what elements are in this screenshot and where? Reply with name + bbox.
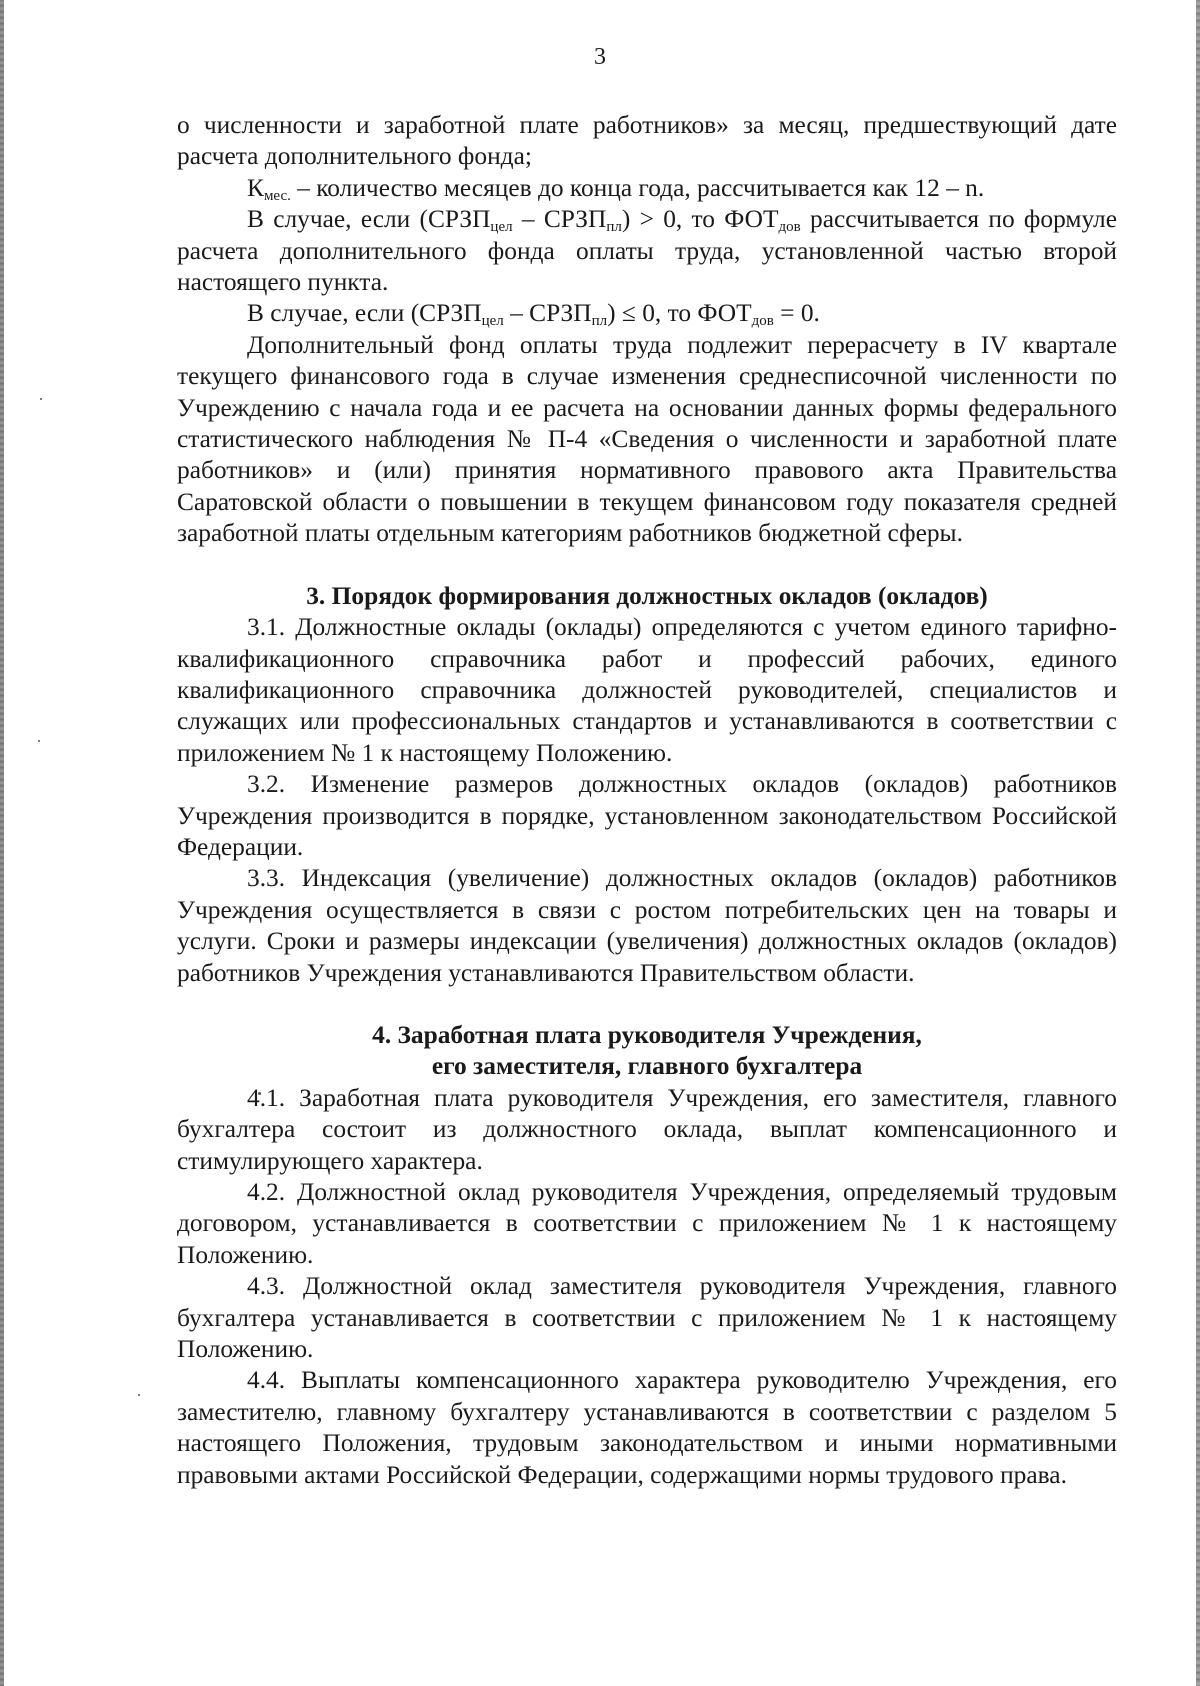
paragraph-recalculation: Дополнительный фонд оплаты труда подлежит перерасчету в IV квартале текущего финансового года в случае изменения среднесписочной численности по Учреждению с начала года и ее расчета на основании данных формы федерального статистического наблюдения № П-4 «Сведения о численности и заработной плате работников» и (или) принятия нормативного правового акта Правительства Саратовской области о повышении в текущем финансовом году показателя средней заработной платы отдельным категориям работников бюджетной сферы.	[177, 330, 1117, 548]
paragraph-4-2: 4.2. Должностной оклад руководителя Учреждения, определяемый трудовым договором, устанавливается в соответствии с приложением № 1 к настоящему Положению.	[177, 1178, 1117, 1269]
page-number: 3	[594, 44, 606, 70]
paragraph-3-3: 3.3. Индексация (увеличение) должностных окладов (окладов) работников Учреждения осуществляется в связи с ростом потребительских цен на товары и услуги. Сроки и размеры индексации (увеличения) должностных окладов (окладов) работников Учреждения устанавливаются Правительством области.	[177, 864, 1117, 987]
scan-speck	[138, 1394, 140, 1396]
paragraph-4-1: 4.1. Заработная плата руководителя Учреждения, его заместителя, главного бухгалтера состоит из должностного оклада, выплат компенсационного и стимулирующего характера.	[177, 1083, 1117, 1175]
paragraph-continuation: о численности и заработной плате работников» за месяц, предшествующий дате расчета дополнительного фонда;	[177, 111, 1117, 171]
section-3-heading: 3. Порядок формирования должностных окладов (окладов)	[306, 581, 988, 610]
paragraph-condition-positive: В случае, если ($СРЗП_{цел}$ – $СРЗП_{пл}) > 0$, то $ФОТ_{дов}$ рассчитывается по формуле расчета дополнительного фонда оплаты труда, установленной частью второй настоящего пункта.	[177, 205, 1117, 297]
paragraph-3-1: 3.1. Должностные оклады (оклады) определяются с учетом единого тарифно-квалификационного справочника работ и профессий рабочих, единого квалификационного справочника должностей руководителей, специалистов и служащих или профессиональных стандартов и устанавливаются в соответствии с приложением № 1 к настоящему Положению.	[177, 613, 1117, 767]
paragraph-4-3: 4.3. Должностной оклад заместителя руководителя Учреждения, главного бухгалтера устанавливается в соответствии с приложением № 1 к настоящему Положению.	[177, 1272, 1117, 1364]
section-4-heading-line-2: его заместителя, главного бухгалтера	[431, 1052, 863, 1081]
paragraph-4-4: 4.4. Выплаты компенсационного характера руководителю Учреждения, его заместителю, главному бухгалтеру устанавливаются в соответствии с разделом 5 настоящего Положения, трудовым законодательством и иными нормативными правовыми актами Российской Федерации, содержащими нормы трудового права.	[177, 1366, 1117, 1489]
scan-speck	[40, 398, 42, 400]
paragraph-condition-nonpositive: В случае, если ($СРЗП_{цел}$ – $СРЗП_{пл}) \le 0$, то $ФОТ_{дов} = 0$.	[247, 299, 820, 330]
document-body	[177, 110, 1117, 1491]
paragraph-k-months: $К_{мес.}$ – количество месяцев до конца года, рассчитывается как 12 – n.	[247, 173, 985, 204]
section-4-heading-line-1: 4. Заработная плата руководителя Учреждения,	[372, 1020, 922, 1049]
scan-speck	[38, 740, 40, 742]
paragraph-3-2: 3.2. Изменение размеров должностных окладов (окладов) работников Учреждения производится в порядке, установленном законодательством Российской Федерации.	[177, 770, 1117, 861]
scan-edge-right	[1196, 0, 1200, 1686]
scan-edge-left	[0, 0, 4, 1686]
